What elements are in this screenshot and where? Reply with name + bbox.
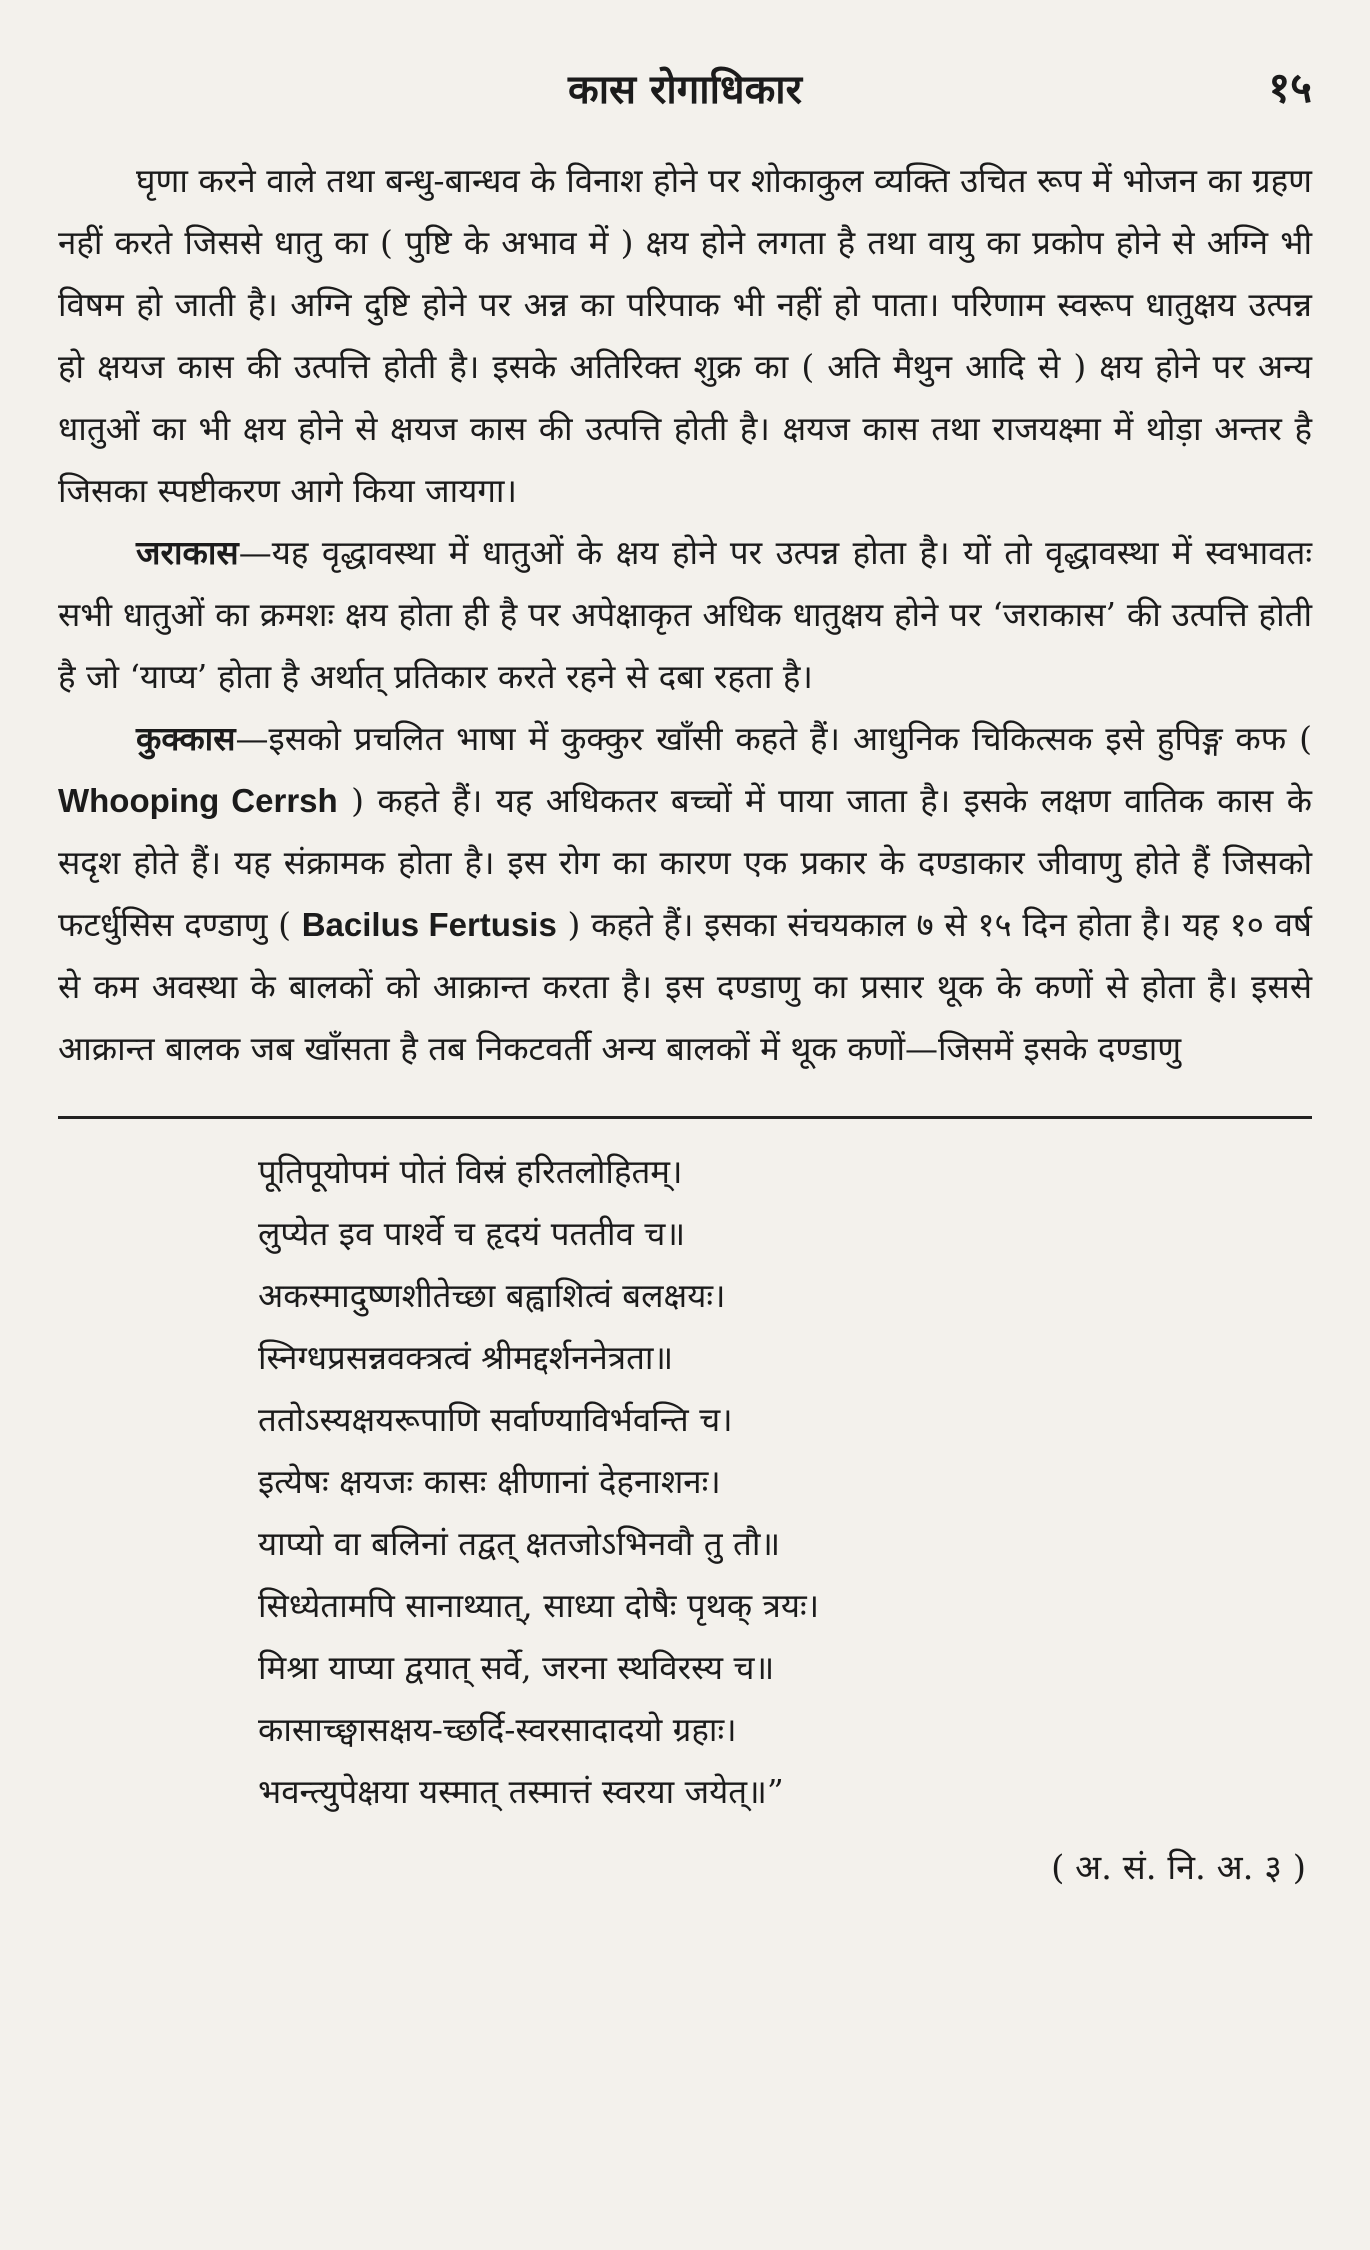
running-title: कास रोगाधिकार: [567, 67, 803, 113]
paragraph-text: घृणा करने वाले तथा बन्धु-बान्धव के विनाश होने पर शोकाकुल व्यक्ति उचित रूप में भोजन का ग्रहण नहीं करते जिससे धातु का ( पुष्टि के अभाव में ) क्षय होने लगता है तथा वायु का प्रकोप होने से अग्नि भी विषम हो जाती है। अग्नि दुष्टि होने पर अन्न का परिपाक भी नहीं हो पाता। परिणाम स्वरूप धातुक्षय उत्पन्न हो क्षयज कास की उत्पत्ति होती है। इसके अतिरिक्त शुक्र का ( अति मैथुन आदि से ) क्षय होने पर अन्य धातुओं का भी क्षय होने से क्षयज कास की उत्पत्ति होती है। क्षयज कास तथा राजयक्ष्मा में थोड़ा अन्तर है जिसका स्पष्टीकरण आगे किया जायगा।: [58, 161, 1312, 510]
paragraph-text: —यह वृद्धावस्था में धातुओं के क्षय होने पर उत्पन्न होता है। यों तो वृद्धावस्था में स्वभावतः सभी धातुओं का क्रमशः क्षय होता ही है पर अपेक्षाकृत अधिक धातुक्षय होने पर ‘जराकास’ की उत्पत्ति होती है जो ‘याप्य’ होता है अर्थात् प्रतिकार करते रहने से दबा रहता है।: [58, 533, 1312, 696]
verse-line: अकस्मादुष्णशीतेच्छा बह्वाशित्वं बलक्षयः।: [258, 1276, 726, 1315]
verse-line: लुप्येत इव पार्श्वे च हृदयं पततीव च॥: [258, 1214, 686, 1253]
verse-line: पूतिपूयोपमं पोतं विस्रं हरितलोहितम्।: [258, 1152, 683, 1191]
verse-citation: ( अ. सं. नि. अ. ३ ): [1051, 1848, 1306, 1888]
paragraph-text: —इसको प्रचलित भाषा में कुक्कुर खाँसी कहते हैं। आधुनिक चिकित्सक इसे हुपिङ्ग कफ (: [235, 719, 1312, 758]
paragraph-kukkasa: [58, 708, 1312, 1080]
verse-line: स्निग्धप्रसन्नवक्त्रत्वं श्रीमद्दर्शननेत्रता॥: [258, 1338, 674, 1377]
verse-line: कासाच्छ्वासक्षय-च्छर्दि-स्वरसादादयो ग्रहाः।: [258, 1710, 737, 1749]
english-term-bacillus: Bacilus Fertusis: [301, 906, 557, 943]
paragraph-kshayaj-kasa: [58, 150, 1312, 522]
verse-line: भवन्त्युपेक्षया यस्मात् तस्मात्तं स्वरया जयेत्॥”: [258, 1772, 784, 1811]
paragraph-jarakasa: [58, 522, 1312, 708]
verse-line: मिश्रा याप्या द्वयात् सर्वे, जरना स्थविरस्य च॥: [258, 1648, 775, 1687]
english-term-whooping: Whooping Cerrsh: [58, 782, 338, 819]
verse-line: इत्येषः क्षयजः कासः क्षीणानां देहनाशनः।: [258, 1462, 721, 1501]
verse-line: ततोऽस्यक्षयरूपाणि सर्वाण्याविर्भवन्ति च।: [258, 1400, 733, 1439]
sanskrit-verses: [58, 1141, 1312, 1823]
paragraph-text: ) कहते हैं। इसका संचयकाल ७ से १५ दिन होता है। यह १० वर्ष से कम अवस्था के बालकों को आक्रान्त करता है। इस दण्डाणु का प्रसार थूक के कणों से होता है। इससे आक्रान्त बालक जब खाँसता है तब निकटवर्ती अन्य बालकों में थूक कणों—जिसमें इसके दण्डाणु: [58, 905, 1312, 1068]
page-number: १५: [1268, 63, 1312, 112]
footnote-divider: [58, 1116, 1312, 1119]
section-heading-jarakasa: जराकास: [136, 533, 239, 572]
body-text: [58, 150, 1312, 1080]
verse-line: याप्यो वा बलिनां तद्वत् क्षतजोऽभिनवौ तु तौ॥: [258, 1524, 781, 1563]
verse-line: सिध्येतामपि सानाथ्यात्, साध्या दोषैः पृथक् त्रयः।: [258, 1586, 820, 1625]
paragraph-text: ) कहते हैं। यह अधिकतर बच्चों में पाया जाता है। इसके लक्षण वातिक कास के सदृश होते हैं। यह संक्रामक होता है। इस रोग का कारण एक प्रकार के दण्डाकार जीवाणु होते हैं जिसको फटर्धुसिस दण्डाणु (: [58, 781, 1312, 944]
page-header: [58, 0, 1312, 150]
section-heading-kukkasa: कुक्कास: [136, 719, 236, 758]
